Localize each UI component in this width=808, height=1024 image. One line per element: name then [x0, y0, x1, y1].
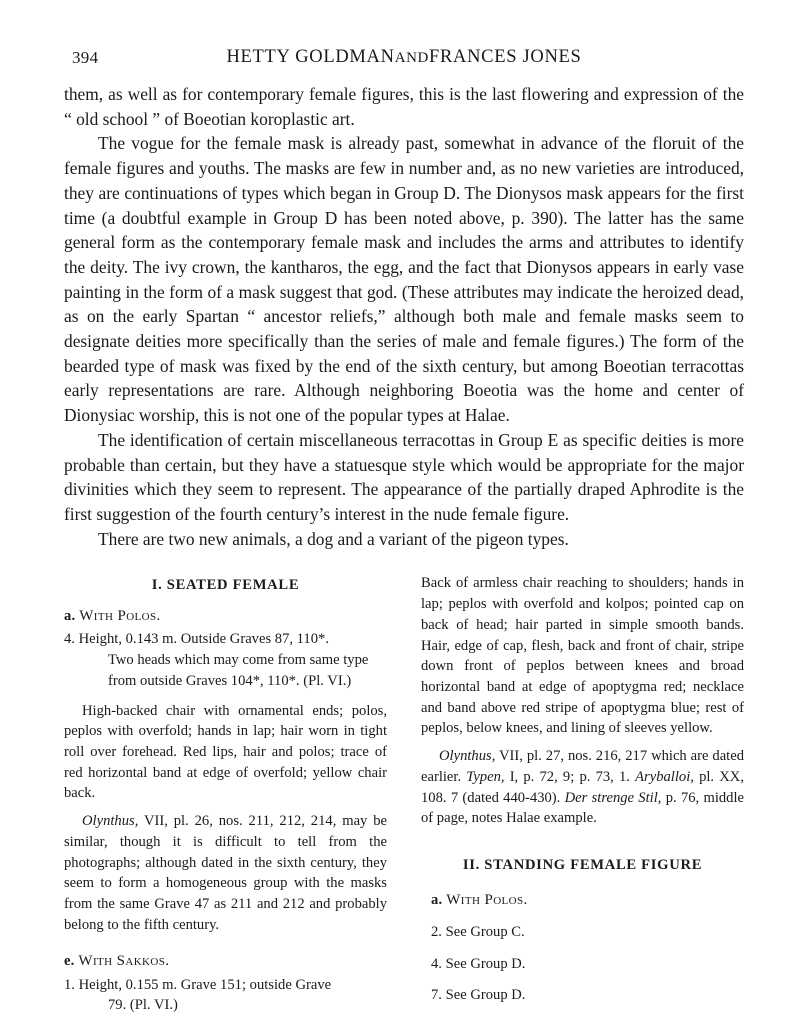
list-item	[421, 922, 744, 943]
subheading-with-polos	[64, 606, 387, 627]
body-paragraph-2: The vogue for the female mask is already past, somewhat in advance of the floruit of the female figures and youths. The masks are few in number and, as no new varieties are introduced, they are continuations of types which began in Group D. The Dionysos mask appears for the first time (a doubtful example in Group D has been noted above, p. 390). The latter has the same general form as the contemporary female mask and includes the arms and attributes to identify the deity. The ivy crown, the kantharos, the egg, and the fact that Dionysos appears in early vase painting in the form of a mask suggest that god. (These attributes may indicate the heroized dead, as on the early Spartan “ ancestor reliefs,” although both male and female masks seem to designate deities more specifically than the series of male and female figures.) The form of the bearded type of mask was fixed by the end of the sixth century, but among Boeotian terracottas early representations are rare. Although neighboring Boeotia was the home and center of Dionysiac worship, this is not one of the popular types at Halae.	[64, 133, 744, 426]
body-paragraph-3: The identification of certain miscellaneous terracottas in Group E as specific deities is more probable than certain, but they have a statuesque style which would be appropriate for the major divinities which they seem to represent. The appearance of the partially draped Aphrodite is the first suggestion of the fourth century’s interest in the nude female figure.	[64, 429, 744, 524]
list-item-text: See Group D.	[445, 987, 526, 1004]
left-paragraph-2-rest: VII, pl. 26, nos. 211, 212, 214, may be similar, though it is difficult to tell from the photographs; although dated in the sixth century, they seem to form a homogeneous group with the masks from the same Grave 47 as 211 and 212 and probably belong to the fifth century.	[64, 813, 387, 933]
subheading-with-polos-2	[421, 890, 744, 911]
right-paragraph-2-seg4: p. 76, middle of page, notes Halae example.	[421, 789, 745, 827]
entry-text-4: Height, 0.143 m. Outside Graves 87, 110*.	[78, 631, 329, 648]
right-paragraph-2-seg3: pl. XX, 108. 7 (dated 440-430).	[421, 768, 744, 806]
body-text	[64, 82, 744, 551]
subheading-label-with-polos: With Polos.	[79, 608, 161, 625]
subheading-letter-a: a.	[64, 608, 76, 625]
list-item-number: 4.	[431, 955, 442, 972]
subheading-label-with-sakkos: With Sakkos.	[78, 953, 170, 970]
left-paragraph-1: High-backed chair with ornamental ends; polos, peplos with overfold; hands in lap; hair worn in tight roll over forehead. Red lips, hair and polos; trace of red horizontal band at edge of overfold; yellow chair back.	[64, 702, 387, 802]
author-name-1: HETTY GOLDMAN	[226, 47, 395, 67]
list-item-text: See Group D.	[445, 955, 526, 972]
right-paragraph-2-seg1: VII, pl. 27, nos. 216, 217 which are dated earlier.	[421, 748, 744, 785]
aryballoi-citation: Aryballoi,	[635, 768, 694, 785]
list-item-number: 2.	[431, 924, 442, 940]
left-paragraph-2	[64, 811, 387, 935]
entry-continuation-4: Two heads which may come from same type from outside Graves 104*, 110*. (Pl. VI.)	[108, 652, 369, 689]
list-item-number: 7.	[431, 987, 442, 1004]
running-head-and: AND	[394, 50, 429, 66]
section-heading-standing-female-figure: II. STANDING FEMALE FIGURE	[462, 856, 703, 873]
der-strenge-stil-citation: Der strenge Stil,	[564, 789, 662, 806]
page-title	[64, 44, 744, 68]
list-item	[421, 954, 744, 975]
subheading-letter-e: e.	[64, 953, 75, 970]
body-paragraph-4: There are two new animals, a dog and a variant of the pigeon types.	[98, 528, 569, 549]
right-paragraph-2-seg2: I, p. 72, 9; p. 73, 1.	[504, 768, 636, 785]
body-paragraph-1: them, as well as for contemporary female figures, this is the last flowering and expression of the “ old school ” of Boeotian koroplastic art.	[64, 84, 744, 129]
subheading-letter-a-2: a.	[431, 891, 443, 908]
subheading-label-with-polos-2: With Polos.	[446, 891, 528, 908]
olynthus-citation-right: Olynthus,	[439, 748, 496, 765]
olynthus-citation-left: Olynthus,	[82, 813, 139, 830]
folio-number: 394	[72, 48, 99, 67]
section-heading-seated-female: I. SEATED FEMALE	[151, 577, 300, 594]
author-name-2: FRANCES JONES	[429, 47, 582, 67]
catalogue-right-column	[421, 573, 744, 1016]
list-item-text: See Group C.	[445, 924, 525, 940]
typen-citation: Typen,	[466, 768, 505, 785]
list-item	[421, 985, 744, 1006]
catalogue-entry-4	[64, 629, 387, 691]
entry-text-1: Height, 0.155 m. Grave 151; outside Grave	[78, 976, 332, 993]
entry-number-1: 1.	[64, 976, 75, 993]
subheading-with-sakkos	[64, 951, 387, 972]
catalogue-left-column	[64, 573, 387, 1016]
right-paragraph-1: Back of armless chair reaching to shoulders; hands in lap; peplos with overfold and kolpos; pointed cap on back of head; hair parted in simple smooth bands. Hair, edge of cap, flesh, back and front of chair, stripe down front of peplos between knees and broad horizontal band at edge of apoptygma red; necklace and band above red stripe of apoptygma blue; rest of peplos, below knees, and lining of sleeves yellow.	[421, 575, 744, 737]
catalogue-columns	[64, 573, 744, 1016]
running-head	[64, 44, 744, 74]
entry-number-4: 4.	[64, 631, 75, 648]
entry-continuation-1: 79. (Pl. VI.)	[108, 997, 178, 1014]
catalogue-entry-1	[64, 975, 387, 1016]
right-paragraph-2	[421, 746, 744, 829]
